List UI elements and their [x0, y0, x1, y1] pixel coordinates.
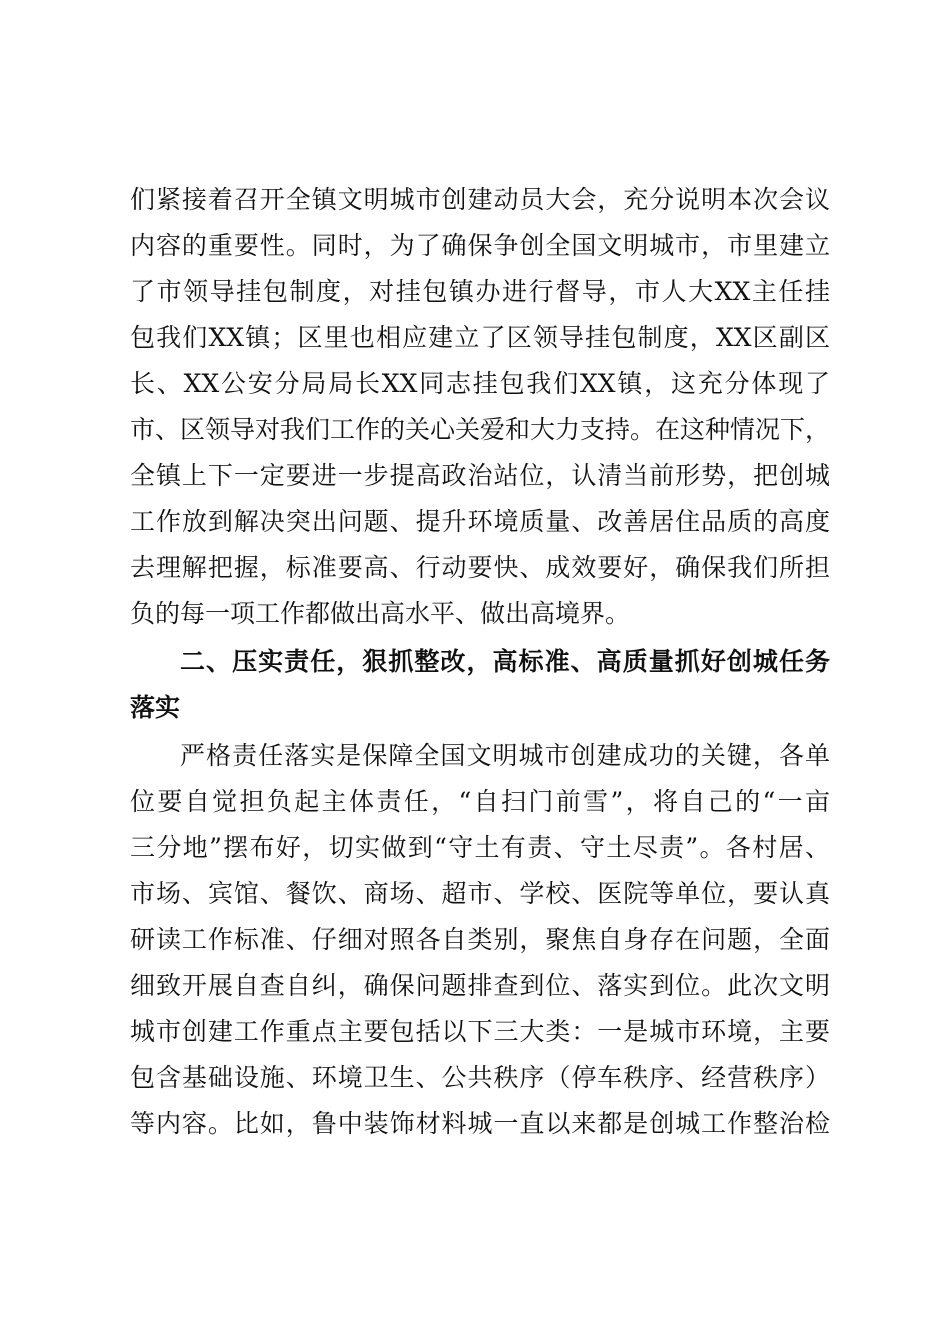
paragraph-1-line: 全镇上下一定要进一步提高政治站位，认清当前形势，把创城: [130, 461, 830, 490]
paragraph-1-line: 工作放到解决突出问题、提升环境质量、改善居住品质的高度: [130, 507, 830, 536]
paragraph-1-line: 了市领导挂包制度，对挂包镇办进行督导，市人大XX主任挂: [130, 277, 830, 306]
paragraph-2-line: 严格责任落实是保障全国文明城市创建成功的关键，各单: [180, 741, 830, 770]
paragraph-1-line: 包我们XX镇；区里也相应建立了区领导挂包制度，XX区副区: [130, 323, 830, 352]
paragraph-2-line: 三分地”摆布好，切实做到“守土有责、守土尽责”。各村居、: [130, 833, 830, 862]
paragraph-2-line: 细致开展自查自纠，确保问题排查到位、落实到位。此次文明: [130, 971, 830, 1000]
paragraph-2-line: 等内容。比如，鲁中装饰材料城一直以来都是创城工作整治检: [130, 1109, 830, 1138]
paragraph-2-line: 城市创建工作重点主要包括以下三大类：一是城市环境，主要: [130, 1017, 830, 1046]
paragraph-1-line: 去理解把握，标准要高、行动要快、成效要好，确保我们所担: [130, 553, 830, 582]
paragraph-1-line: 负的每一项工作都做出高水平、做出高境界。: [130, 599, 631, 628]
paragraph-1-line: 长、XX公安分局局长XX同志挂包我们XX镇，这充分体现了: [130, 369, 830, 398]
section-heading: 落实: [130, 693, 181, 722]
paragraph-2-line: 位要自觉担负起主体责任，“自扫门前雪”，将自己的“一亩: [130, 787, 830, 816]
paragraph-1-line: 们紧接着召开全镇文明城市创建动员大会，充分说明本次会议: [130, 185, 830, 214]
paragraph-1-line: 内容的重要性。同时，为了确保争创全国文明城市，市里建立: [130, 231, 830, 260]
paragraph-2-line: 包含基础设施、环境卫生、公共秩序（停车秩序、经营秩序）: [130, 1063, 830, 1092]
paragraph-2-line: 市场、宾馆、餐饮、商场、超市、学校、医院等单位，要认真: [130, 879, 830, 908]
section-heading: 二、压实责任，狠抓整改，高标准、高质量抓好创城任务: [180, 647, 830, 676]
paragraph-2-line: 研读工作标准、仔细对照各自类别，聚焦自身存在问题，全面: [130, 925, 830, 954]
paragraph-1-line: 市、区领导对我们工作的关心关爱和大力支持。在这种情况下，: [130, 415, 831, 444]
